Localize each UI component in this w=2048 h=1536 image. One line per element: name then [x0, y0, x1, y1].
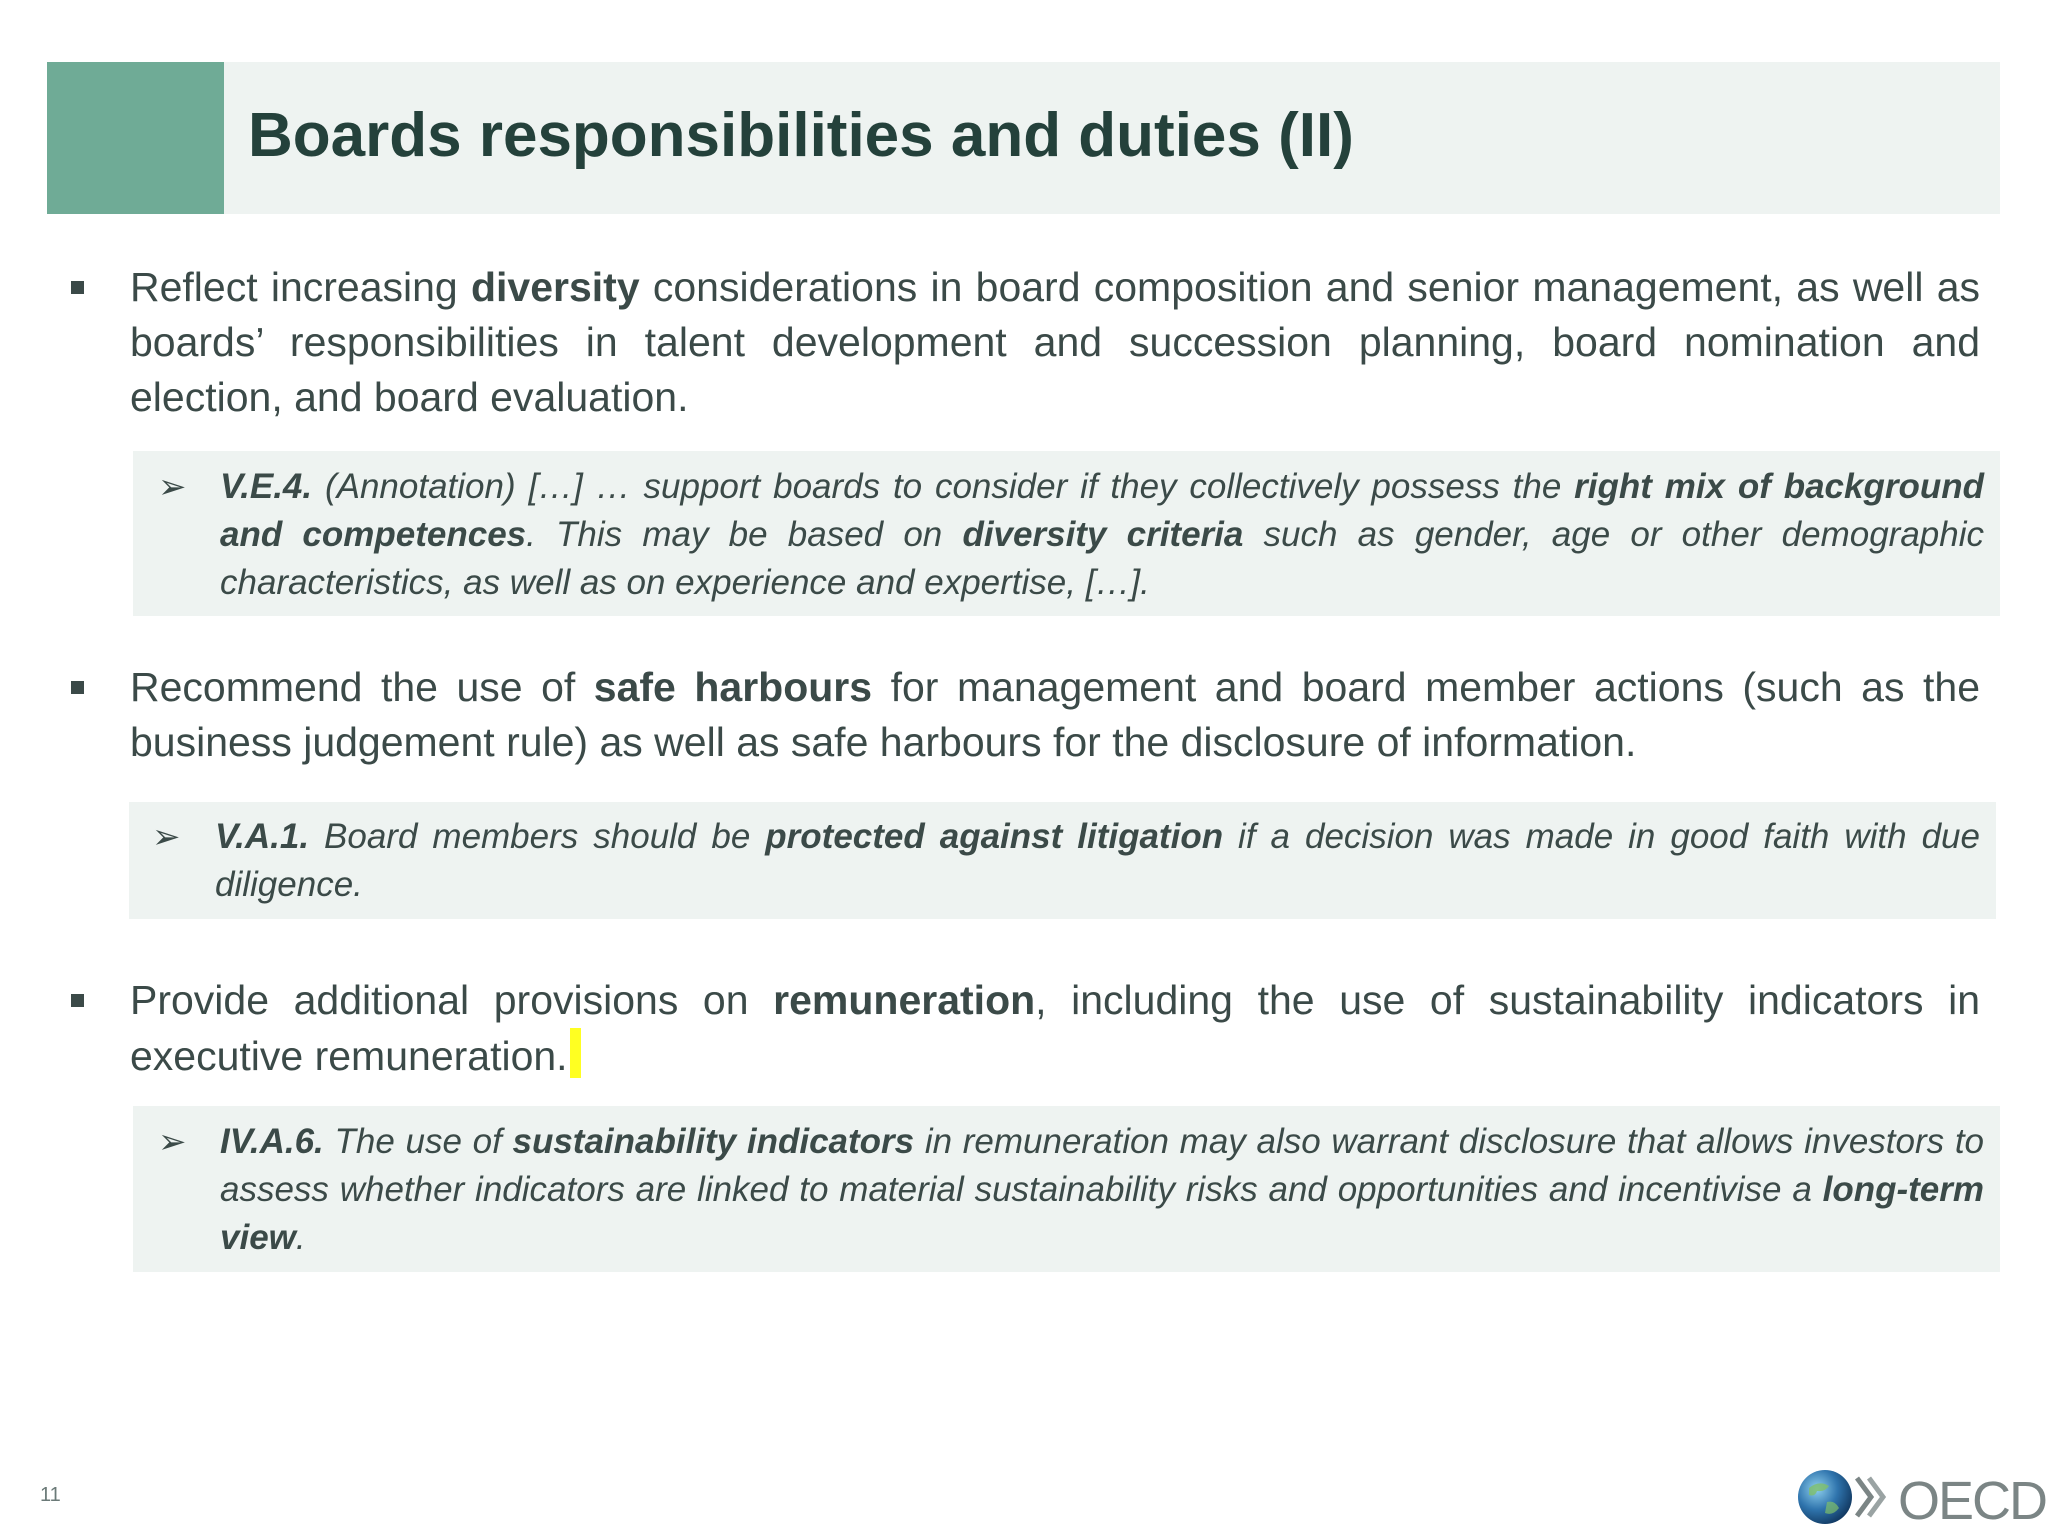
bullet-safe-harbours: Recommend the use of safe harbours for management and board member actions (such as the business judgement rule) as well as safe harbours for the disclosure of information. — [130, 664, 1980, 765]
arrow-bullet-icon: ➢ — [152, 818, 181, 856]
bullet-marker-icon — [71, 281, 84, 294]
quote-va1: V.A.1. Board members should be protected against litigation if a decision was made in good faith with due diligence. — [215, 817, 1980, 904]
arrow-bullet-icon: ➢ — [158, 1123, 187, 1161]
oecd-logo-text: OECD — [1898, 1471, 2047, 1531]
page-number: 11 — [40, 1484, 61, 1506]
quote-ve4: V.E.4. (Annotation) […] … support boards to consider if they collectively possess the right mix of background and competences. This may be based on diversity criteria such as gender, age or other demographic characteristics, as well as on experience and expertise, […]. — [220, 467, 1984, 602]
yellow-highlight-mark — [570, 1028, 581, 1078]
bullet-marker-icon — [71, 994, 84, 1007]
bullet-marker-icon — [71, 681, 84, 694]
arrow-bullet-icon: ➢ — [158, 468, 187, 506]
title-accent-block — [47, 62, 224, 214]
bullet-remuneration: Provide additional provisions on remuneration, including the use of sustainability indicators in executive remuneration. — [130, 977, 1981, 1079]
quote-iva6: IV.A.6. The use of sustainability indicators in remuneration may also warrant disclosure that allows investors to assess whether indicators are linked to material sustainability risks and opportunities and incentivise a long-term view. — [220, 1122, 1985, 1257]
slide-title: Boards responsibilities and duties (II) — [248, 101, 1354, 170]
bullet-diversity: Reflect increasing diversity considerations in board composition and senior management, as well as boards’ responsibilities in talent development and succession planning, board nomination and election, and board evaluation. — [130, 264, 1980, 420]
